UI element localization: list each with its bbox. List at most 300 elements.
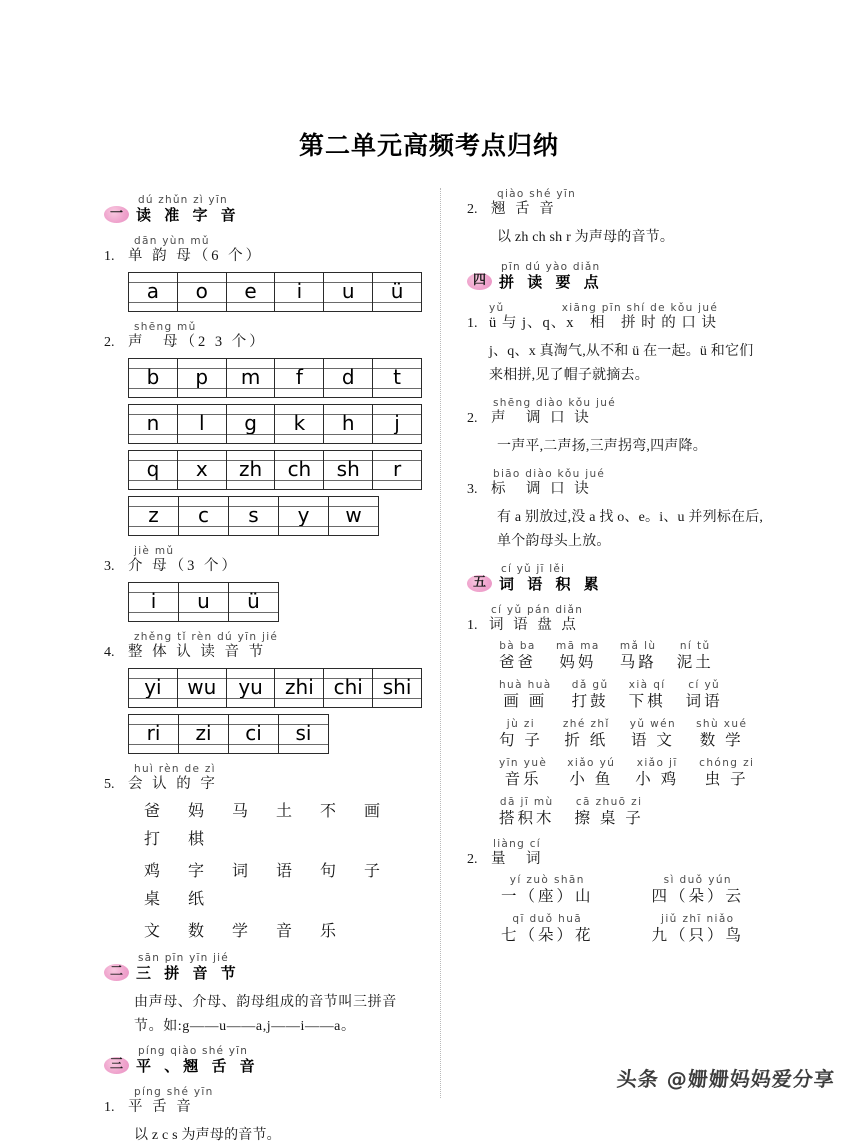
item-number: 1. [104,249,115,264]
word-hanzi: 虫 子 [704,771,749,788]
left-column [104,188,440,1143]
four-line-grid [227,359,275,397]
word-pinyin: yīn yuè [499,757,548,769]
word-list-ci-yu [499,640,776,829]
pinyin-table [128,404,422,444]
item-label: 声 母（2 3 个） [128,334,267,350]
pinyin-cell [324,669,373,708]
item-hui-ren-de-zi-line [104,775,422,794]
section-four-pinyin: pīn dú yào diǎn [501,261,601,273]
section-four-number: 四 [472,273,486,288]
section-two-title: 三 拼 音 节 [136,964,240,982]
item-number: 1. [467,618,478,633]
item-jie-mu-line [104,557,422,576]
pinyin-glyph: m [240,365,261,389]
four-line-grid [324,451,372,489]
four-line-grid [129,405,177,443]
word-pinyin: mǎ lù [619,640,657,652]
pinyin-glyph: chi [333,675,363,699]
item-qiao-she-yin [467,188,776,250]
word-hanzi: 句 子 [499,732,543,749]
section-two-number: 二 [109,964,123,979]
pinyin-glyph: yi [144,675,162,699]
item-tone-rule [467,397,776,459]
item-zheng-ti-ren-du-line [104,643,422,662]
four-line-grid [275,405,323,443]
section-one-title: 读 准 字 音 [136,206,240,224]
table-row [129,497,379,536]
pinyin-cell [129,359,178,398]
item-sheng-mu-line [104,333,422,352]
pinyin-glyph: sh [336,457,360,481]
pinyin-cell [129,715,179,754]
item-number: 3. [104,559,115,574]
pinyin-glyph: b [146,365,160,389]
pinyin-cell [226,451,275,490]
right-column [440,188,776,1098]
pinyin-cell [229,715,279,754]
pinyin-cell [373,405,422,444]
item-number: 2. [467,202,478,217]
word-entry [652,913,745,946]
word-hanzi: 一（座）山 [501,888,594,905]
word-pinyin: mā ma [556,640,600,652]
pinyin-glyph: i [150,589,157,613]
word-entry [635,757,679,790]
item-label: 平 舌 音 [128,1099,194,1115]
table-row [129,669,422,708]
item-number: 2. [104,335,115,350]
four-line-grid [329,497,378,535]
pinyin-glyph: zhi [285,675,314,699]
item-label: 标 调 口 诀 [491,481,592,497]
pinyin-glyph: g [244,411,257,435]
pinyin-glyph: r [392,457,402,481]
table-row [129,715,329,754]
item-number: 5. [104,777,115,792]
item-ping-she-yin [104,1086,422,1148]
section-one-number: 一 [109,206,123,221]
four-line-grid [227,273,275,311]
four-line-grid [324,359,372,397]
pinyin-cell [129,451,178,490]
four-line-grid [129,715,178,753]
section-three-title: 平 、翘 舌 音 [136,1057,259,1075]
pinyin-cell [373,451,422,490]
word-entry [563,718,610,751]
pinyin-cell [179,583,229,622]
pinyin-glyph: w [345,503,362,527]
four-line-grid [178,359,226,397]
item-label: 会 认 的 字 [128,776,218,792]
four-line-grid [324,405,372,443]
pinyin-cell [129,405,178,444]
pinyin-glyph: e [244,279,257,303]
pinyin-glyph: p [195,365,209,389]
pinyin-cell [177,669,226,708]
table-jie-mu [128,582,279,622]
item-number: 1. [104,1100,115,1115]
pinyin-glyph: k [293,411,306,435]
four-line-grid [229,583,278,621]
word-entry [686,679,723,712]
word-pinyin: jiǔ zhī niǎo [661,913,735,925]
word-hanzi: 九（只）鸟 [651,927,745,944]
pinyin-cell [226,405,275,444]
pinyin-glyph: l [198,411,205,435]
pinyin-glyph: zi [195,721,212,745]
pinyin-cell [129,583,179,622]
item-label: 声 调 口 诀 [491,410,592,426]
word-pinyin: huà huà [499,679,552,691]
word-entry [677,640,714,673]
item-tone-mark-rule-line [467,480,776,499]
item-label: 单 韵 母（6 个） [128,248,264,264]
pinyin-glyph: o [195,279,208,303]
table-row [129,583,279,622]
word-hanzi: 搭积木 [499,810,555,827]
word-entry [499,640,536,673]
four-line-grid [373,359,421,397]
pinyin-cell [226,669,275,708]
word-hanzi: 泥土 [676,654,714,671]
word-hanzi: 马路 [619,654,657,671]
four-line-grid [373,273,421,311]
word-entry [630,718,676,751]
item-u-rule-pinyin [489,302,776,314]
hanzi-row: 文 数 学 音 乐 [144,923,349,940]
word-entry [501,874,594,907]
section-one-header [104,195,422,226]
pinyin-glyph: q [146,457,160,481]
pinyin-cell [177,451,226,490]
four-line-grid [373,451,421,489]
pinyin-glyph: h [341,411,355,435]
section-one-pinyin: dú zhǔn zì yīn [138,194,228,206]
word-hanzi: 下棋 [628,693,666,710]
pinyin-cell [129,669,178,708]
word-entry [499,757,547,790]
section-three-pinyin: píng qiào shé yīn [138,1045,249,1057]
four-line-grid [275,359,323,397]
pinyin-glyph: shi [382,675,412,699]
pinyin-glyph: d [341,365,355,389]
item-ci-yu-pan-dian [467,604,776,829]
section-two-body [134,991,422,1039]
item-liang-ci [467,838,776,946]
pinyin-glyph: yu [238,675,263,699]
word-hanzi: 打鼓 [571,693,609,710]
pinyin-cell [179,497,229,536]
item-number: 4. [104,645,115,660]
four-line-grid [178,405,226,443]
word-entry [572,679,609,712]
four-line-grid [178,273,226,311]
pinyin-cell [226,359,275,398]
word-pinyin: cā zhuō zi [575,796,643,808]
item-label: 词 语 盘 点 [489,617,579,633]
word-entry [699,757,754,790]
pinyin-glyph: y [297,503,310,527]
item-u-rule-pinyin-right: xiāng pīn shí de kǒu jué [561,302,719,314]
item-number: 1. [467,316,478,331]
four-line-grid [129,583,178,621]
four-line-grid [279,715,328,753]
four-line-grid [227,451,275,489]
section-four [467,262,776,554]
item-ping-she-yin-body: 以 z c s 为声母的音节。 [134,1128,281,1143]
four-line-grid [129,451,177,489]
word-hanzi: 音乐 [504,771,542,788]
pinyin-cell [373,359,422,398]
item-tone-mark-rule-body [497,506,776,554]
item-number: 3. [467,482,478,497]
four-line-grid [178,669,226,707]
pinyin-glyph: c [198,503,209,527]
pinyin-glyph: si [295,721,312,745]
word-hanzi: 折 纸 [564,732,609,749]
word-hanzi: 数 学 [699,732,744,749]
word-list-liang-ci [501,874,776,946]
table-row [129,359,422,398]
pinyin-cell [275,451,324,490]
table-dan-yun-mu [128,272,422,312]
table-zheng-ti-ren-du-group [104,668,422,754]
section-one [104,195,422,226]
item-tone-rule-body [497,435,776,459]
four-line-grid [129,273,177,311]
four-line-grid [373,405,421,443]
hanzi-list [104,798,422,946]
pinyin-cell [324,451,373,490]
word-pinyin: xiǎo yú [567,757,616,769]
word-entry [652,874,745,907]
four-line-grid [275,451,323,489]
item-dan-yun-mu-pinyin: dān yùn mǔ [134,235,210,247]
pinyin-cell [329,497,379,536]
four-line-grid [324,669,372,707]
word-entry [556,640,600,673]
word-entry [499,679,552,712]
word-row [499,757,776,790]
pinyin-glyph: ch [287,457,312,481]
word-pinyin: yǔ wén [629,718,677,730]
item-number: 2. [467,411,478,426]
pinyin-glyph: ci [245,721,262,745]
section-five-title: 词 语 积 累 [499,575,603,593]
word-hanzi: 七（朵）花 [501,927,594,944]
item-ci-yu-pan-dian-pinyin: cí yǔ pán diǎn [491,604,584,616]
pinyin-glyph: u [341,279,355,303]
word-hanzi: 小 鸡 [635,771,680,788]
word-row [499,718,776,751]
word-hanzi: 语 文 [630,732,675,749]
item-u-rule [467,302,776,388]
pinyin-glyph: x [195,457,208,481]
pinyin-cell [229,497,279,536]
pinyin-table [128,714,329,754]
pinyin-cell [373,669,422,708]
item-hui-ren-de-zi [104,763,422,946]
item-qiao-she-yin-line [467,200,776,219]
pinyin-glyph: z [148,503,159,527]
pinyin-cell [229,583,279,622]
item-u-rule-line [467,314,776,333]
word-pinyin: dǎ gǔ [571,679,609,691]
pinyin-glyph: i [296,279,303,303]
body-line: 一声平,二声扬,三声拐弯,四声降。 [497,439,707,454]
pinyin-glyph: a [146,279,160,303]
section-two-header [104,953,422,984]
table-row [129,273,422,312]
item-label: 介 母（3 个） [128,558,239,574]
word-pinyin: sì duǒ yún [663,874,732,886]
item-number: 2. [467,852,478,867]
pinyin-glyph: ü [390,279,404,303]
pinyin-cell [324,273,373,312]
pinyin-glyph: n [146,411,160,435]
word-hanzi: 画 画 [503,693,548,710]
four-line-grid [275,669,323,707]
word-pinyin: chóng zi [699,757,755,769]
word-entry [629,679,666,712]
word-hanzi: 小 鱼 [569,771,614,788]
item-liang-ci-line [467,850,776,869]
word-entry [696,718,747,751]
word-row [499,679,776,712]
word-pinyin: xià qí [628,679,666,691]
item-qiao-she-yin-pinyin: qiào shé yīn [497,188,577,200]
page-title: 第二单元高频考点归纳 [298,131,559,160]
item-dan-yun-mu [104,235,422,312]
pinyin-table [128,496,379,536]
item-sheng-mu-pinyin: shēng mǔ [134,321,197,333]
pinyin-glyph: zh [238,457,263,481]
pinyin-glyph: u [197,589,210,613]
section-five-pinyin: cí yǔ jī lěi [501,563,566,575]
item-label: 量 词 [491,851,544,867]
item-sheng-mu [104,321,422,536]
item-ping-she-yin-pinyin: píng shé yīn [134,1086,214,1098]
table-row [129,451,422,490]
section-five-header [467,564,776,595]
body-line: 由声母、介母、韵母组成的音节叫三拼音 [134,995,397,1010]
pinyin-cell [177,405,226,444]
word-entry [620,640,657,673]
pinyin-glyph: s [248,503,259,527]
watermark-text: 头条 @姗姗妈妈爱分享 [615,1067,836,1091]
pinyin-glyph: ri [146,721,161,745]
section-two [104,953,422,1039]
word-pinyin: shù xué [696,718,748,730]
item-tone-mark-rule [467,468,776,554]
two-column-body [104,188,776,1143]
pinyin-table [128,668,422,708]
section-two-pinyin: sān pīn yīn jié [138,952,229,964]
pinyin-cell [275,273,324,312]
four-line-grid [275,273,323,311]
word-pinyin: jù zi [506,718,536,730]
body-line: 节。如:g——u——a,j——i——a。 [134,1019,356,1034]
pinyin-glyph: f [295,365,303,389]
word-hanzi: 擦 桌 子 [574,810,644,827]
pinyin-cell [279,497,329,536]
four-line-grid [373,669,421,707]
four-line-grid [229,715,278,753]
four-line-grid [279,497,328,535]
item-tone-mark-rule-pinyin: biāo diào kǒu jué [493,468,606,480]
word-pinyin: zhé zhǐ [562,718,610,730]
pinyin-cell [373,273,422,312]
four-line-grid [229,497,278,535]
item-u-rule-body [489,340,776,388]
four-line-grid [179,497,228,535]
pinyin-cell [177,359,226,398]
item-dan-yun-mu-line [104,247,422,266]
word-entry [499,718,543,751]
item-tone-rule-pinyin: shēng diào kǒu jué [493,397,616,409]
word-hanzi: 四（朵）云 [651,888,745,905]
word-entry [575,796,644,829]
four-line-grid [324,273,372,311]
pinyin-glyph: j [394,411,400,435]
word-row [501,874,776,907]
word-pinyin: cí yǔ [688,679,721,691]
pinyin-glyph: t [393,365,401,389]
body-line: 有 a 别放过,没 a 找 o、e。i、u 并列标在后, [497,510,764,525]
item-zheng-ti-ren-du [104,631,422,754]
word-entry [499,796,555,829]
word-row [499,640,776,673]
pinyin-cell [226,273,275,312]
item-ci-yu-pan-dian-line [467,616,776,635]
four-line-grid [179,583,228,621]
four-line-grid [179,715,228,753]
hanzi-row: 鸡 字 词 语 句 子 桌 纸 [144,863,393,908]
word-hanzi: 词语 [685,693,723,710]
pinyin-cell [275,669,324,708]
hanzi-row: 爸 妈 马 土 不 画 打 棋 [144,803,393,848]
body-line: 来相拼,见了帽子就摘去。 [489,368,649,383]
pinyin-glyph: ü [247,589,260,613]
four-line-grid [129,669,177,707]
section-five [467,564,776,946]
item-u-rule-pinyin-left: yǔ [489,302,505,314]
word-row [499,796,776,829]
pinyin-table [128,450,422,490]
item-zheng-ti-ren-du-pinyin: zhěng tǐ rèn dú yīn jié [134,631,279,643]
word-pinyin: bà ba [499,640,536,652]
pinyin-cell [324,405,373,444]
section-three-header [104,1046,422,1077]
four-line-grid [227,405,275,443]
section-five-number: 五 [472,575,486,590]
pinyin-cell [275,359,324,398]
word-pinyin: ní tǔ [679,640,711,652]
pinyin-glyph: wu [187,675,217,699]
section-four-title: 拼 读 要 点 [499,273,603,291]
word-hanzi: 妈妈 [559,654,597,671]
table-row [129,405,422,444]
word-pinyin: dā jī mù [499,796,554,808]
pinyin-cell [129,497,179,536]
pinyin-cell [129,273,178,312]
item-label: 整 体 认 读 音 节 [128,644,267,660]
item-hui-ren-de-zi-pinyin: huì rèn de zì [134,763,216,775]
item-jie-mu-pinyin: jiè mǔ [134,545,175,557]
item-label: 翘 舌 音 [491,201,557,217]
word-pinyin: xiǎo jī [636,757,678,769]
